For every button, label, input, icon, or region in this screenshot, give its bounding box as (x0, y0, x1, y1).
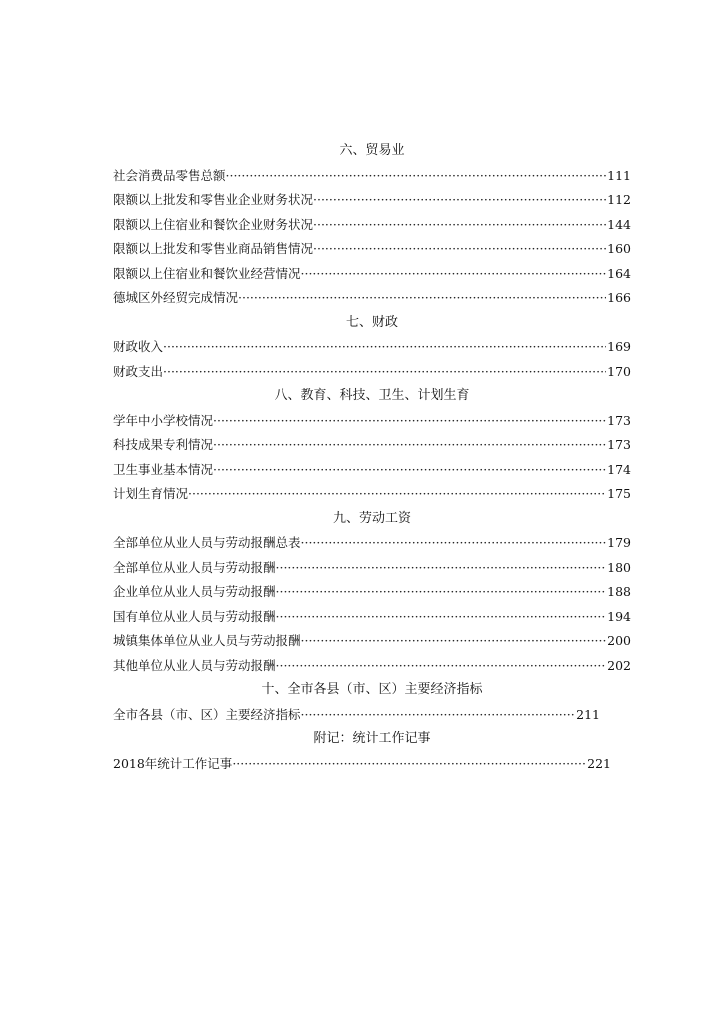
dot-leader (313, 213, 606, 238)
toc-entry[interactable] (113, 262, 631, 287)
toc-page-number: 166 (607, 290, 631, 305)
toc-page-number: 169 (607, 339, 631, 354)
toc-entry[interactable] (113, 188, 631, 213)
toc-page-number: 179 (607, 535, 631, 550)
dot-leader (313, 188, 606, 213)
table-of-contents (113, 139, 631, 776)
dot-leader (226, 164, 607, 189)
toc-page-number: 211 (576, 706, 600, 722)
toc-page-number: 111 (607, 167, 631, 183)
dot-leader (301, 262, 607, 287)
toc-page-number: 221 (587, 755, 611, 771)
toc-entry-label: 企业单位从业人员与劳动报酬 (113, 584, 276, 599)
dot-leader (276, 654, 607, 679)
dot-leader (232, 752, 586, 777)
toc-entry[interactable] (113, 703, 600, 728)
toc-entry-label: 限额以上批发和零售业商品销售情况 (113, 241, 314, 256)
toc-entry-label: 全市各县（市、区）主要经济指标 (113, 706, 301, 722)
toc-entry[interactable] (113, 286, 631, 311)
dot-leader (276, 556, 607, 581)
toc-entry-label: 限额以上批发和零售业企业财务状况 (113, 192, 314, 207)
dot-leader (276, 605, 607, 630)
toc-entry-label: 科技成果专利情况 (113, 437, 214, 452)
toc-page-number: 188 (607, 584, 631, 599)
dot-leader (213, 458, 606, 483)
toc-entry[interactable] (113, 580, 631, 605)
toc-entry[interactable] (113, 409, 631, 434)
toc-entry[interactable] (113, 458, 631, 483)
toc-entry-label: 学年中小学校情况 (113, 412, 214, 428)
dot-leader (301, 629, 607, 654)
toc-entry-label: 国有单位从业人员与劳动报酬 (113, 608, 276, 624)
toc-entry[interactable] (113, 556, 631, 581)
toc-page-number: 194 (607, 608, 631, 624)
dot-leader (313, 237, 606, 262)
toc-entry-label: 社会消费品零售总额 (113, 167, 226, 183)
toc-entry-label: 卫生事业基本情况 (113, 461, 214, 477)
toc-entry-label: 限额以上住宿业和餐饮业经营情况 (113, 265, 301, 281)
toc-page-number: 174 (607, 461, 631, 477)
dot-leader (188, 482, 606, 507)
toc-page-number: 175 (607, 486, 631, 501)
toc-entry-label: 其他单位从业人员与劳动报酬 (113, 657, 276, 673)
toc-entry-label: 财政支出 (113, 363, 164, 379)
dot-leader (163, 360, 606, 385)
toc-entry-label: 2018年统计工作记事 (113, 755, 233, 771)
dot-leader (301, 531, 607, 556)
toc-page-number: 112 (607, 192, 631, 207)
toc-entry[interactable] (113, 629, 631, 654)
section-heading: 九、劳动工资 (332, 510, 411, 526)
dot-leader (238, 286, 606, 311)
toc-entry-label: 财政收入 (113, 339, 164, 354)
section-heading: 八、教育、科技、卫生、计划生育 (274, 388, 470, 403)
toc-entry-label: 全部单位从业人员与劳动报酬 (113, 559, 276, 575)
toc-entry[interactable] (113, 482, 631, 507)
toc-entry-label: 全部单位从业人员与劳动报酬总表 (113, 535, 301, 550)
section-heading: 六、贸易业 (339, 143, 405, 158)
section-heading: 十、全市各县（市、区）主要经济指标 (261, 682, 483, 697)
section-heading: 附记：统计工作记事 (313, 731, 431, 746)
toc-entry[interactable] (113, 433, 631, 458)
toc-entry[interactable] (113, 752, 611, 777)
toc-page-number: 200 (607, 633, 631, 648)
toc-entry[interactable] (113, 654, 631, 679)
toc-entry-label: 计划生育情况 (113, 486, 189, 501)
dot-leader (301, 703, 576, 728)
toc-entry-label: 德城区外经贸完成情况 (113, 290, 239, 305)
toc-page-number: 164 (607, 265, 631, 281)
toc-entry[interactable] (113, 605, 631, 630)
dot-leader (163, 335, 606, 360)
toc-page-number: 173 (607, 437, 631, 452)
toc-entry-label: 城镇集体单位从业人员与劳动报酬 (113, 633, 301, 648)
toc-entry[interactable] (113, 335, 631, 360)
toc-page-number: 170 (607, 363, 631, 379)
toc-page-number: 180 (607, 559, 631, 575)
toc-page-number: 202 (607, 657, 631, 673)
toc-page-number: 144 (607, 216, 631, 232)
toc-entry[interactable] (113, 360, 631, 385)
dot-leader (276, 580, 607, 605)
toc-entry[interactable] (113, 164, 631, 189)
toc-entry-label: 限额以上住宿业和餐饮企业财务状况 (113, 216, 314, 232)
toc-entry[interactable] (113, 531, 631, 556)
dot-leader (213, 409, 606, 434)
section-heading: 七、财政 (345, 314, 398, 330)
toc-page-number: 160 (607, 241, 631, 256)
toc-entry[interactable] (113, 213, 631, 238)
toc-page-number: 173 (607, 412, 631, 428)
toc-entry[interactable] (113, 237, 631, 262)
dot-leader (213, 433, 606, 458)
